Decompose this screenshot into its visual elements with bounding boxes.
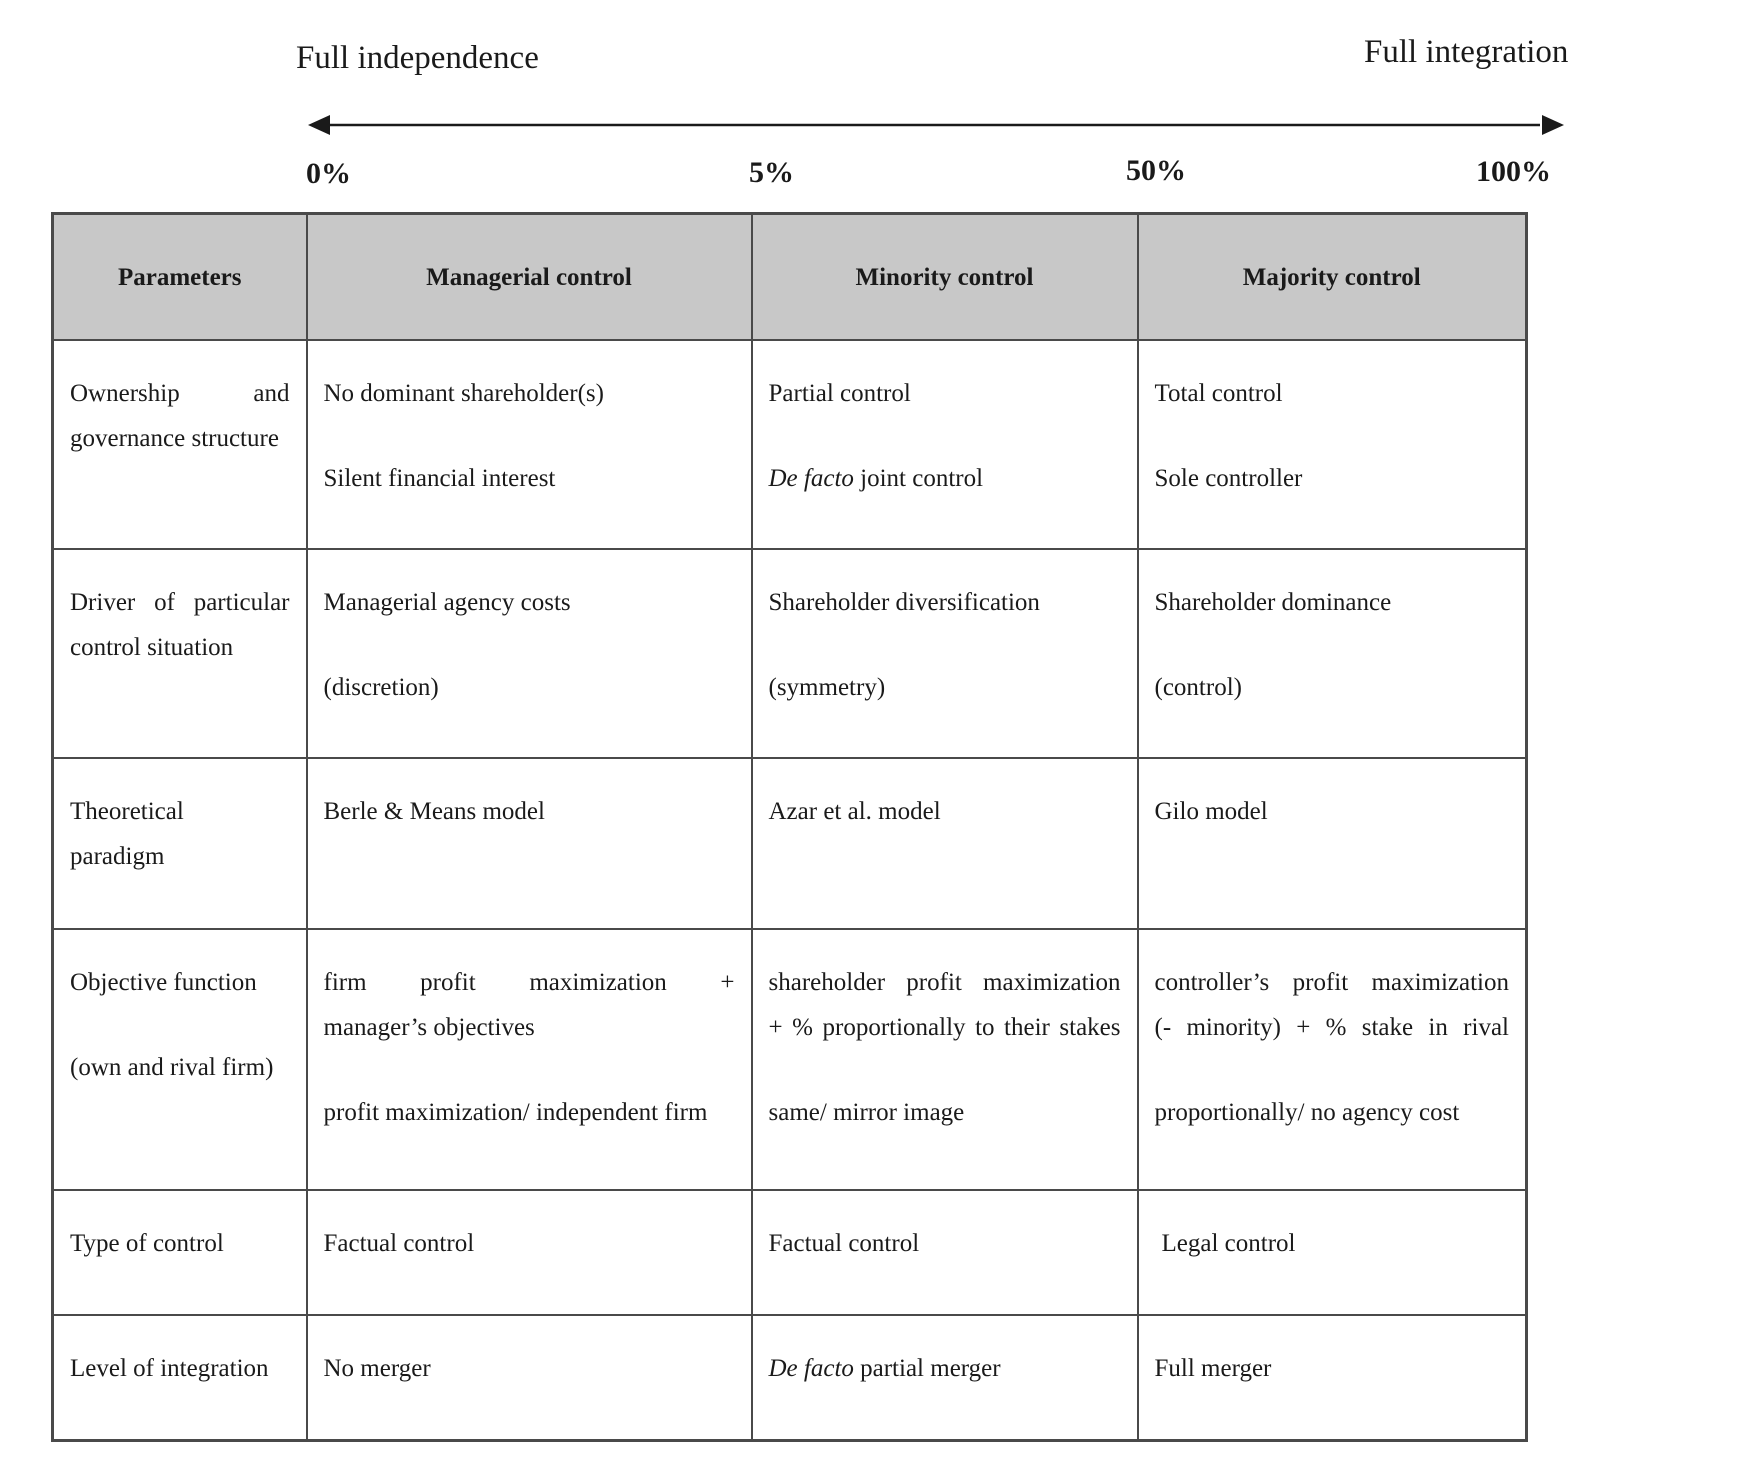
minority-cell <box>752 758 1138 929</box>
cell-text: proportionally/ no agency cost <box>1154 1099 1460 1126</box>
table-row <box>53 549 1527 758</box>
majority-cell <box>1138 1190 1527 1315</box>
table-row <box>53 1315 1527 1440</box>
marker-0-percent: 0% <box>306 157 351 190</box>
cell-text: same/ mirror image <box>768 1099 965 1126</box>
parameter-cell <box>53 929 307 1190</box>
cell-text: firm profit maximization + <box>323 969 735 996</box>
cell-text: Azar et al. model <box>768 798 941 825</box>
minority-cell <box>752 1190 1138 1315</box>
table-row <box>53 929 1527 1190</box>
cell-text: No merger <box>323 1355 431 1382</box>
cell-text <box>769 456 1121 501</box>
cell-text: Shareholder dominance <box>1154 589 1392 616</box>
cell-text: joint control <box>853 465 984 492</box>
cell-text: Factual control <box>768 1230 920 1257</box>
marker-100-percent: 100% <box>1476 155 1551 188</box>
table-row <box>53 758 1527 929</box>
cell-text: Managerial agency costs <box>323 589 571 616</box>
cell-text: Full merger <box>1154 1355 1272 1382</box>
parameter-text: governance structure <box>70 425 279 452</box>
cell-text: controller’s profit maximization <box>1154 969 1509 996</box>
marker-50-percent: 50% <box>1126 154 1186 187</box>
header-parameters: Parameters <box>53 214 307 341</box>
majority-cell <box>1138 929 1527 1190</box>
cell-text: shareholder profit maximization <box>768 969 1121 996</box>
cell-text: Silent financial interest <box>323 465 556 492</box>
cell-text: (- minority) + % stake in rival <box>1154 1014 1509 1041</box>
managerial-cell <box>307 1315 752 1440</box>
table-header-row <box>53 214 1527 341</box>
parameter-cell <box>53 758 307 929</box>
minority-cell <box>752 929 1138 1190</box>
header-majority-control: Majority control <box>1138 214 1527 341</box>
cell-text: partial merger <box>853 1355 1001 1382</box>
parameter-cell <box>53 1190 307 1315</box>
managerial-cell <box>307 1190 752 1315</box>
minority-cell <box>752 549 1138 758</box>
cell-text: Sole controller <box>1154 465 1303 492</box>
parameter-cell <box>53 340 307 549</box>
managerial-cell <box>307 758 752 929</box>
majority-cell <box>1138 340 1527 549</box>
cell-text: (discretion) <box>323 674 439 701</box>
cell-text: (symmetry) <box>768 674 886 701</box>
managerial-cell <box>307 549 752 758</box>
parameter-text: Theoretical <box>70 798 184 825</box>
parameter-text: paradigm <box>70 843 165 870</box>
minority-cell <box>752 340 1138 549</box>
full-integration-label: Full integration <box>1364 34 1569 70</box>
cell-text <box>769 1346 1121 1391</box>
parameter-text: control situation <box>70 634 234 661</box>
parameter-cell <box>53 1315 307 1440</box>
italic-text: De facto <box>768 465 854 492</box>
parameter-text: Ownership and <box>70 380 290 407</box>
cell-text: profit maximization/ independent firm <box>323 1099 708 1126</box>
cell-text: (control) <box>1154 674 1242 701</box>
cell-text: Legal control <box>1161 1230 1296 1257</box>
cell-text: No dominant shareholder(s) <box>323 380 604 407</box>
cell-text: Factual control <box>323 1230 475 1257</box>
full-independence-label: Full independence <box>296 40 539 76</box>
header-minority-control: Minority control <box>752 214 1138 341</box>
marker-5-percent: 5% <box>749 156 794 189</box>
control-comparison-table <box>51 212 1528 1442</box>
header-managerial-control: Managerial control <box>307 214 752 341</box>
cell-text: Total control <box>1154 380 1283 407</box>
managerial-cell <box>307 340 752 549</box>
cell-text: Partial control <box>768 380 911 407</box>
parameter-text: Type of control <box>70 1230 224 1257</box>
cell-text: Shareholder diversification <box>768 589 1040 616</box>
parameter-text: Objective function <box>70 969 257 996</box>
managerial-cell <box>307 929 752 1190</box>
parameter-cell <box>53 549 307 758</box>
cell-text: manager’s objectives <box>323 1014 535 1041</box>
control-scale-arrow <box>0 0 1744 160</box>
minority-cell <box>752 1315 1138 1440</box>
parameter-text: Driver of particular <box>70 589 290 616</box>
cell-text: Gilo model <box>1154 798 1268 825</box>
majority-cell <box>1138 549 1527 758</box>
italic-text: De facto <box>768 1355 854 1382</box>
majority-cell <box>1138 758 1527 929</box>
cell-text: Berle & Means model <box>323 798 545 825</box>
majority-cell <box>1138 1315 1527 1440</box>
table-row <box>53 1190 1527 1315</box>
cell-text: + % proportionally to their stakes <box>768 1014 1121 1041</box>
parameter-text: Level of integration <box>70 1355 269 1382</box>
parameter-text: (own and rival firm) <box>70 1054 274 1081</box>
table-row <box>53 340 1527 549</box>
